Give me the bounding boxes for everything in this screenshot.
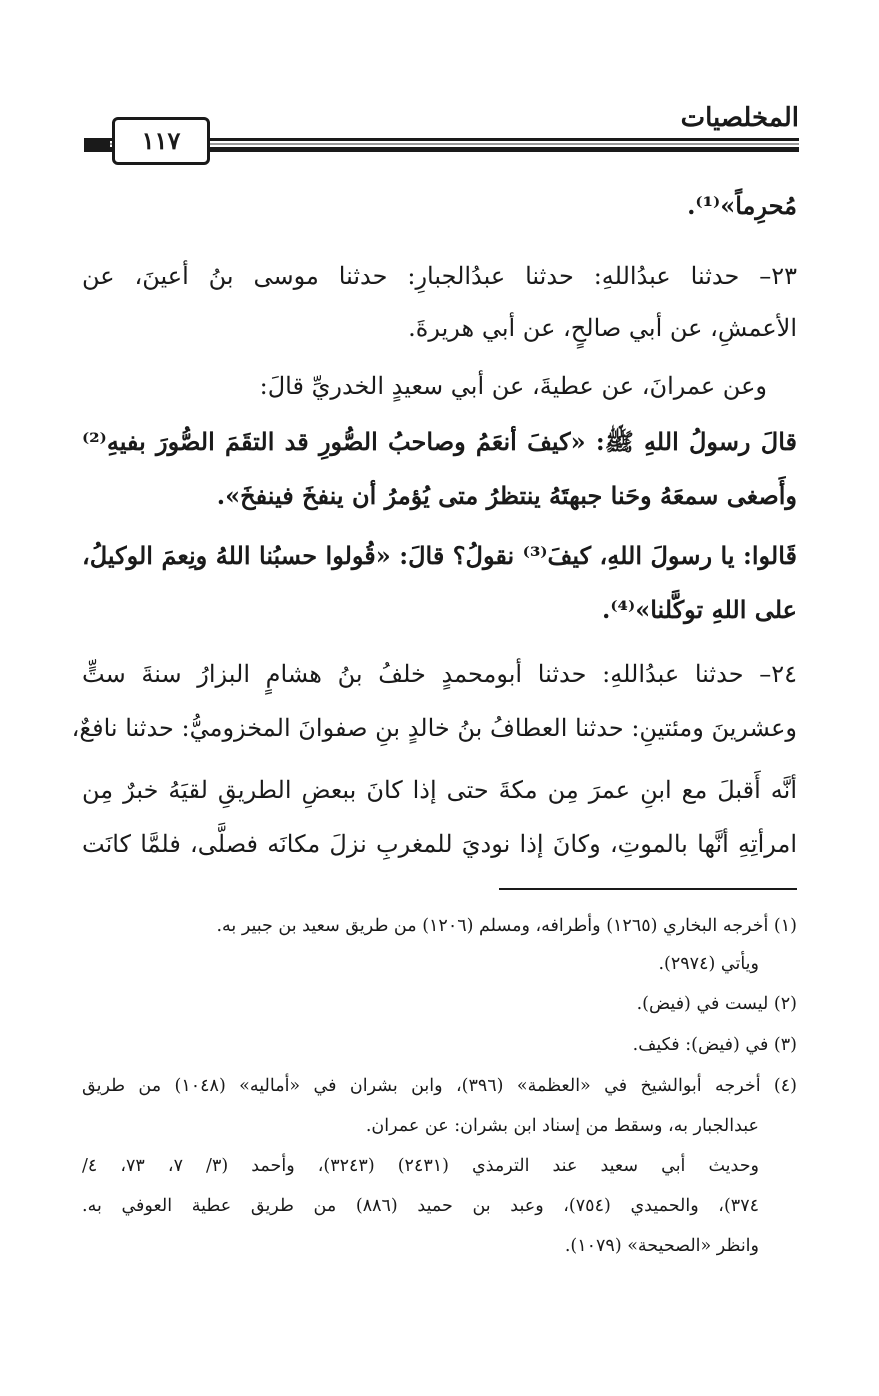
body-line-11: أنَّه أَقبلَ مع ابنِ عمرَ مِن مكةَ حتى إذا كانَ ببعضِ الطريقِ لقيَهُ خبرٌ مِن [82, 776, 797, 804]
footnote-3: (٣) في (فيض): فكيف. [632, 1035, 797, 1055]
footnote-4-line-2: عبدالجبار به، وسقط من إسناد ابن بشران: عن عمران. [365, 1116, 759, 1136]
footnote-separator [499, 888, 797, 890]
body-line-7: قَالوا: يا رسولَ اللهِ، كيفَ⁽³⁾ نقولُ؟ قالَ: «قُولوا حسبُنا اللهُ ونِعمَ الوكيلُ، [82, 541, 797, 570]
body-line-8: على اللهِ توكَّلنا»⁽⁴⁾. [602, 595, 797, 624]
footnote-4-line-4: ٣٧٤)، والحميدي (٧٥٤)، وعبد بن حميد (٨٨٦) من طريق عطية العوفي به. [82, 1196, 759, 1216]
footnote-1-line-1: (١) أخرجه البخاري (١٢٦٥) وأطرافه، ومسلم (١٢٠٦) من طريق سعيد بن جبير به. [216, 916, 797, 936]
body-line-6: وأَصغى سمعَهُ وحَنا جبهتَهُ ينتظرُ متى يُؤمرُ أن ينفخَ فينفخَ». [216, 481, 797, 510]
body-line-5: قالَ رسولُ اللهِ ﷺ: «كيفَ أنعَمُ وصاحبُ الصُّورِ قد التقَمَ الصُّورَ بفيهِ⁽²⁾ [82, 427, 797, 456]
body-line-9: ٢٤– حدثنا عبدُاللهِ: حدثنا أبومحمدٍ خلفُ بنُ هشامٍ البزارُ سنةَ ستٍّ [82, 660, 797, 688]
body-line-10: وعشرينَ ومئتينِ: حدثنا العطافُ بنُ خالدٍ بنِ صفوانَ المخزوميُّ: حدثنا نافعٌ، [71, 714, 797, 742]
footnote-4-line-3: وحديث أبي سعيد عند الترمذي (٢٤٣١) (٣٢٤٣)، وأحمد (٣/ ٧، ٧٣، ٤/ [82, 1156, 759, 1176]
page-number: ١١٧ [112, 117, 210, 165]
body-line-2: ٢٣– حدثنا عبدُاللهِ: حدثنا عبدُالجبارِ: حدثنا موسى بنُ أعينَ، عن [82, 262, 797, 290]
body-line-3: الأعمشِ، عن أبي صالحٍ، عن أبي هريرةَ. [408, 314, 797, 342]
footnote-4-line-5: وانظر «الصحيحة» (١٠٧٩). [564, 1236, 759, 1256]
running-head-title: المخلصيات [680, 103, 799, 133]
footnote-1-line-2: ويأتي (٢٩٧٤). [658, 954, 759, 974]
footnote-4-line-1: (٤) أخرجه أبوالشيخ في «العظمة» (٣٩٦)، وابن بشران في «أماليه» (١٠٤٨) من طريق [82, 1076, 797, 1096]
footnote-2: (٢) ليست في (فيض). [636, 994, 797, 1014]
body-line-12: امرأتِهِ أنَّها بالموتِ، وكانَ إذا نوديَ للمغربِ نزلَ مكانَه فصلَّى، فلمَّا كانَت [82, 830, 797, 858]
body-line-4: وعن عمرانَ، عن عطيةَ، عن أبي سعيدٍ الخدريِّ قالَ: [259, 372, 767, 400]
header-rule-cap [84, 138, 110, 152]
body-line-1: مُحرِماً»⁽¹⁾. [687, 191, 797, 220]
